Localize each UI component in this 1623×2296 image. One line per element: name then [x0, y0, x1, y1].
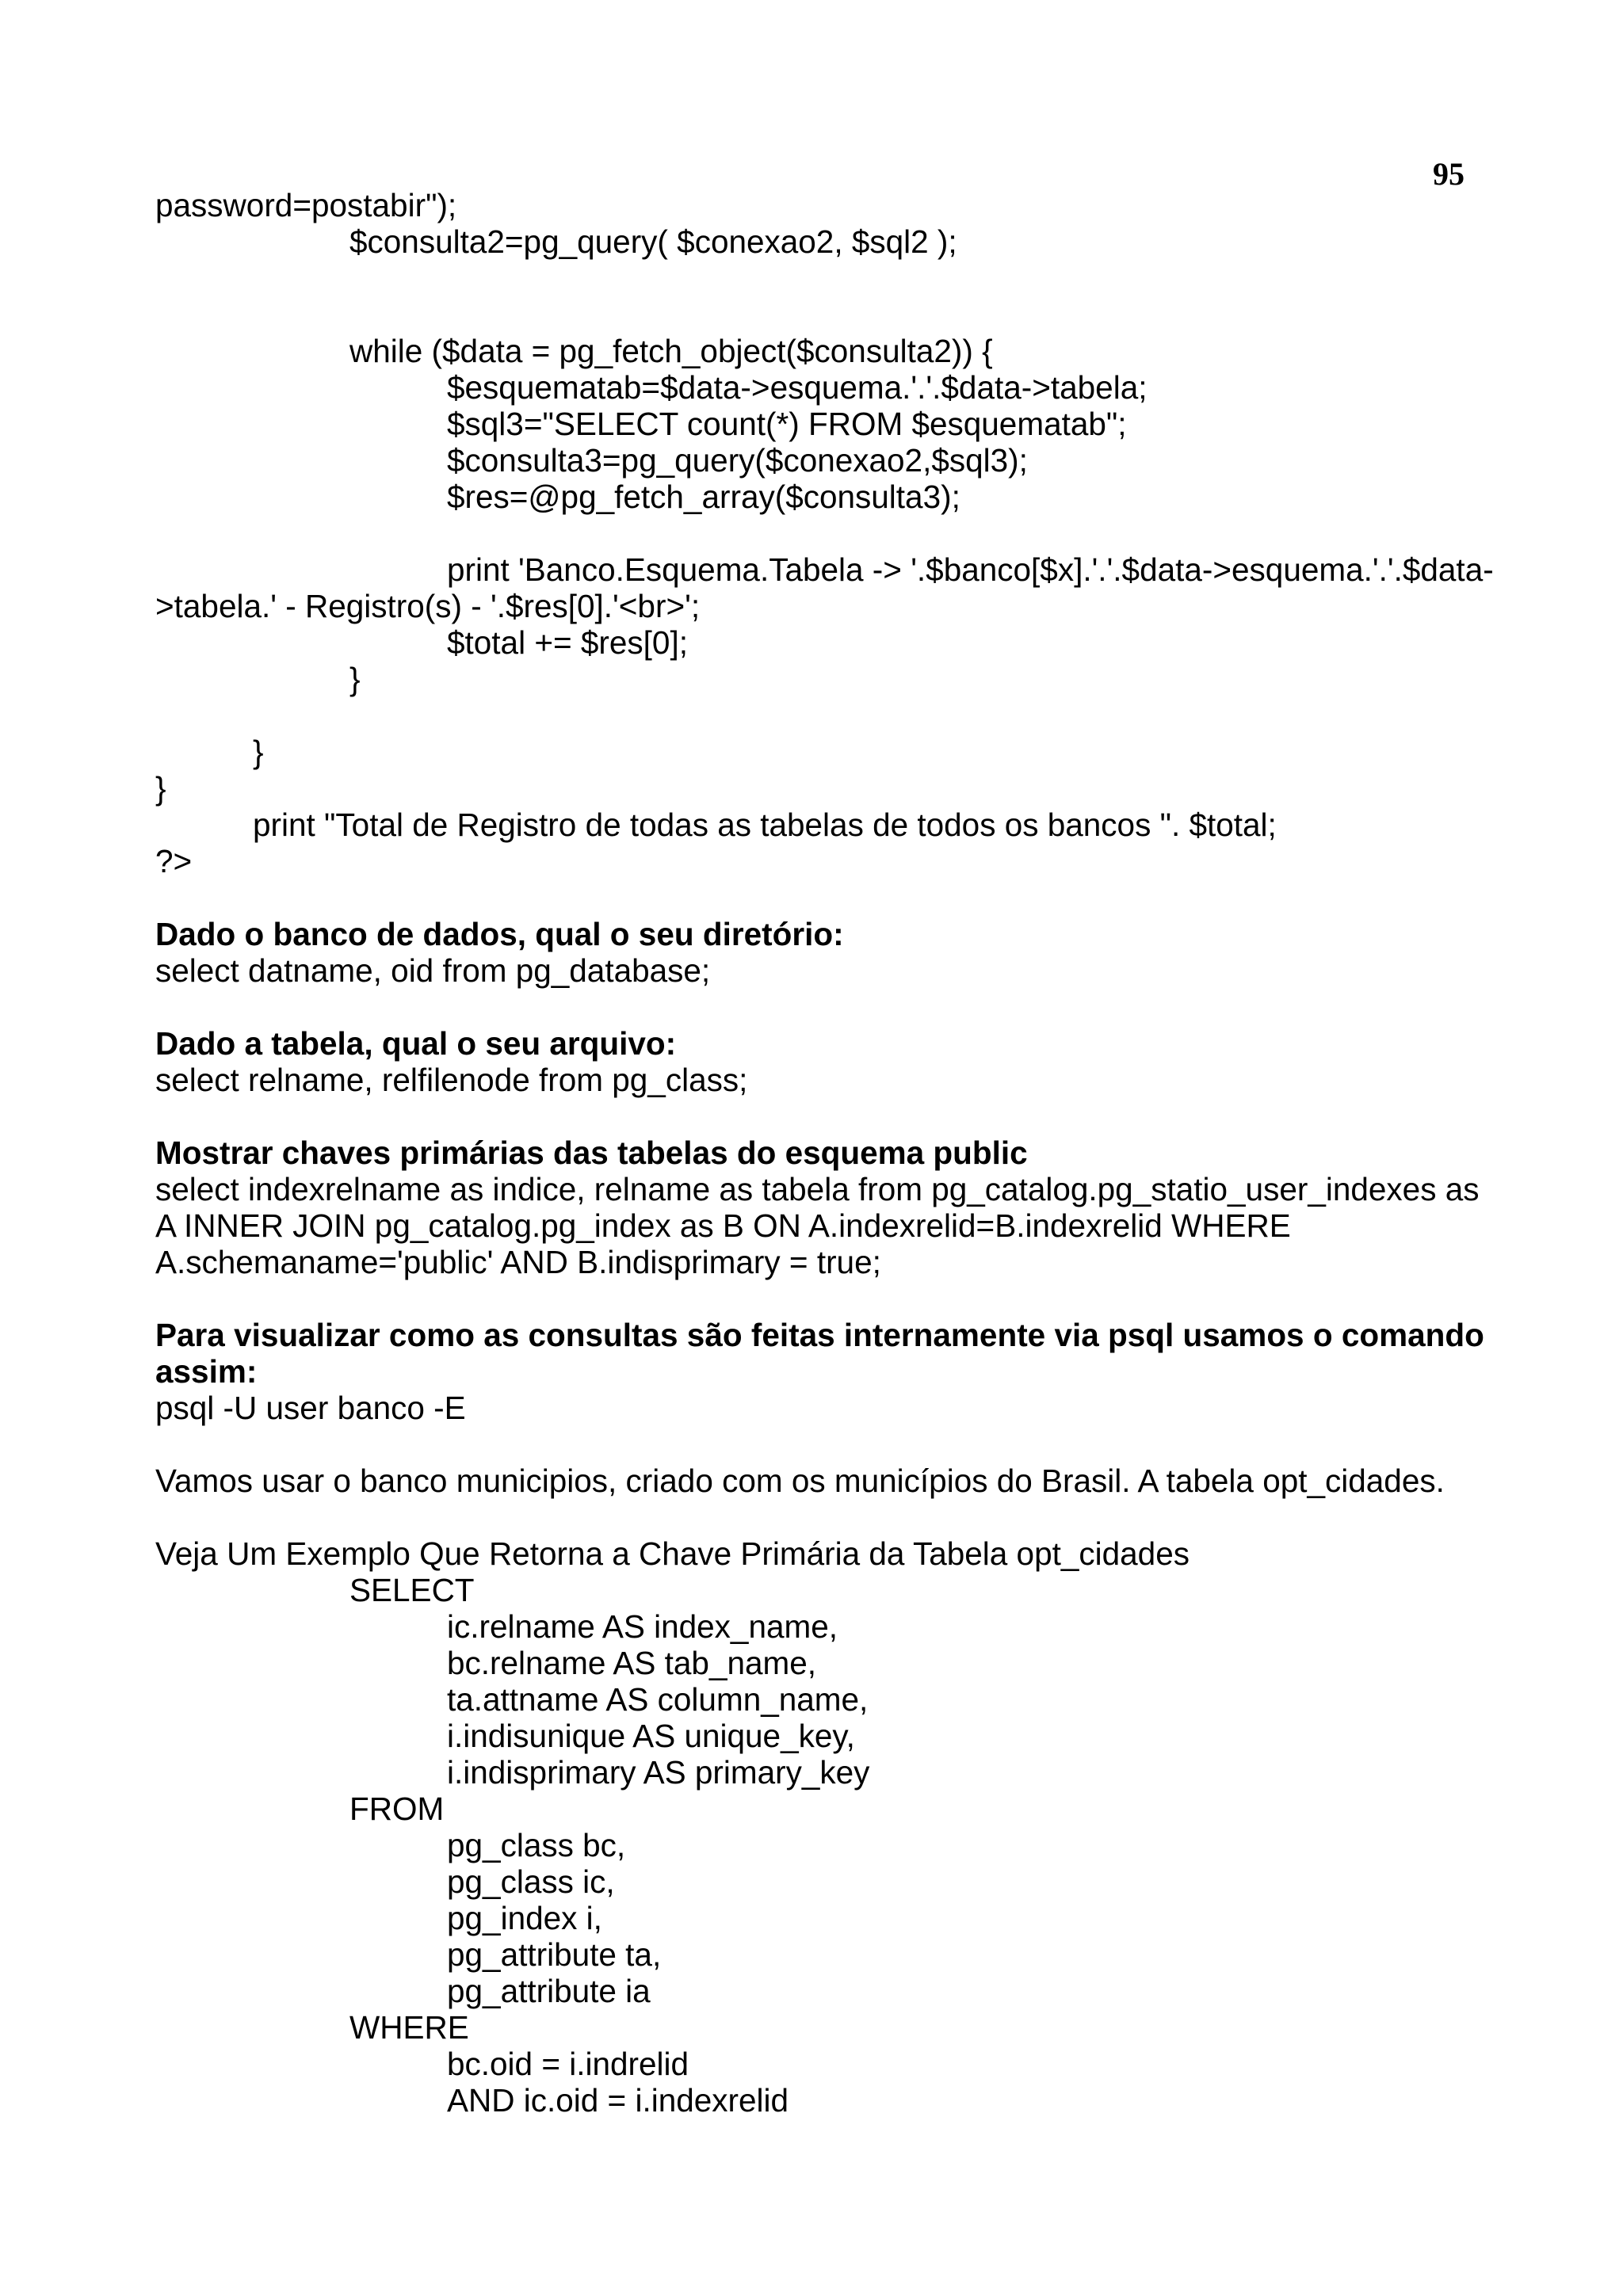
code-line: AND ic.oid = i.indexrelid [447, 2082, 789, 2119]
code-line: i.indisprimary AS primary_key [447, 1754, 870, 1791]
code-line: i.indisunique AS unique_key, [447, 1718, 855, 1754]
code-line: while ($data = pg_fetch_object($consulta2)) { [349, 333, 993, 369]
sql-code-block [155, 1572, 1534, 2119]
code-line: ic.relname AS index_name, [447, 1608, 838, 1645]
code-line: $sql3="SELECT count(*) FROM $esquematab"; [447, 406, 1127, 442]
section-heading: Mostrar chaves primárias das tabelas do esquema public [155, 1135, 1028, 1171]
code-line: $esquematab=$data->esquema.'.'.$data->tabela; [447, 369, 1148, 406]
code-line: pg_index i, [447, 1900, 602, 1936]
section-database-directory [155, 916, 1534, 989]
code-line: $consulta2=pg_query( $conexao2, $sql2 ); [349, 223, 957, 260]
code-line: pg_attribute ia [447, 1973, 651, 2009]
section-heading: Dado o banco de dados, qual o seu diretório: [155, 916, 844, 952]
section-body-line: A.schemaname='public' AND B.indisprimary = true; [155, 1244, 881, 1280]
code-line: print "Total de Registro de todas as tabelas de todos os bancos ". $total; [253, 807, 1277, 843]
code-line: $total += $res[0]; [447, 624, 688, 661]
code-line: >tabela.' - Registro(s) - '.$res[0].'<br>'; [155, 588, 701, 624]
php-code-block [155, 187, 1534, 879]
code-line: ?> [155, 843, 193, 879]
code-line: bc.relname AS tab_name, [447, 1645, 817, 1681]
section-body-line: select relname, relfilenode from pg_class; [155, 1062, 748, 1098]
section-heading: assim: [155, 1353, 258, 1390]
section-body-line: A INNER JOIN pg_catalog.pg_index as B ON A.indexrelid=B.indexrelid WHERE [155, 1207, 1291, 1244]
page-number: 95 [1433, 156, 1465, 192]
paragraph: Vamos usar o banco municipios, criado com os municípios do Brasil. A tabela opt_cidades. [155, 1463, 1445, 1499]
code-line: ta.attname AS column_name, [447, 1681, 869, 1718]
section-primary-keys [155, 1135, 1534, 1280]
code-line: FROM [349, 1791, 445, 1827]
code-line: print 'Banco.Esquema.Tabela -> '.$banco[$x].'.'.$data->esquema.'.'.$data- [447, 551, 1494, 588]
code-line: pg_attribute ta, [447, 1936, 662, 1973]
example-intro: Veja Um Exemplo Que Retorna a Chave Primária da Tabela opt_cidades [155, 1535, 1190, 1572]
code-line: } [155, 770, 166, 807]
code-line: pg_class bc, [447, 1827, 626, 1863]
code-line: $consulta3=pg_query($conexao2,$sql3); [447, 442, 1028, 479]
code-line: bc.oid = i.indrelid [447, 2046, 689, 2082]
code-line: } [349, 661, 361, 697]
page-content [155, 187, 1534, 2119]
section-table-file [155, 1025, 1534, 1098]
section-heading: Dado a tabela, qual o seu arquivo: [155, 1025, 677, 1062]
code-line: $res=@pg_fetch_array($consulta3); [447, 479, 960, 515]
section-body-line: select indexrelname as indice, relname as tabela from pg_catalog.pg_statio_user_indexes as [155, 1171, 1480, 1207]
section-heading: Para visualizar como as consultas são feitas internamente via psql usamos o comando [155, 1317, 1484, 1353]
section-psql-internal [155, 1317, 1534, 1426]
code-line: pg_class ic, [447, 1863, 615, 1900]
section-body-line: select datname, oid from pg_database; [155, 952, 711, 989]
code-line: } [253, 734, 264, 770]
code-line: WHERE [349, 2009, 469, 2046]
code-line: SELECT [349, 1572, 475, 1608]
code-line: password=postabir"); [155, 187, 457, 223]
section-body-line: psql -U user banco -E [155, 1390, 466, 1426]
